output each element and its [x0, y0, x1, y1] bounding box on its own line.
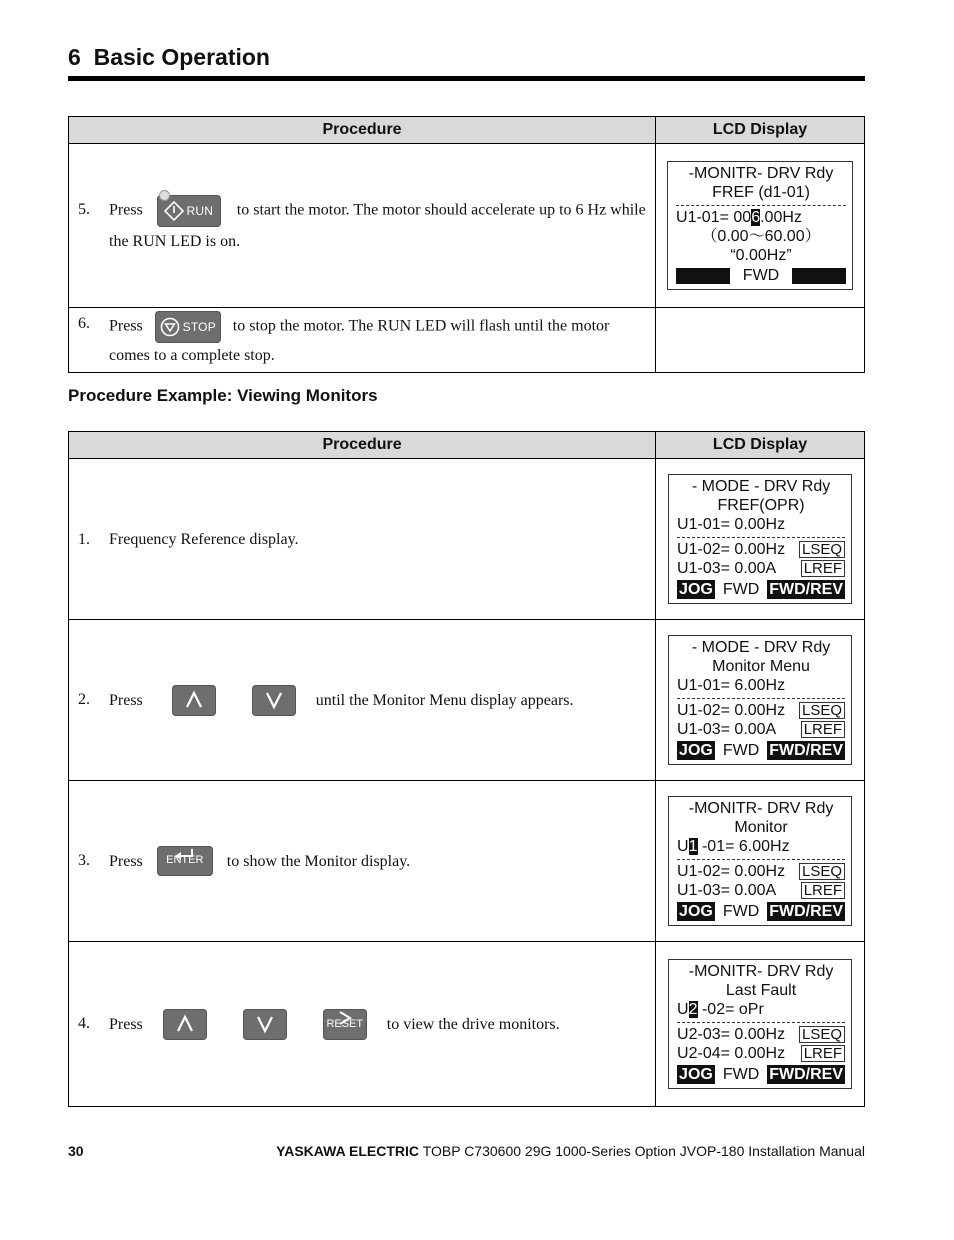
down-arrow-icon — [255, 1014, 275, 1034]
lcd-value: U1-03= 0.00A — [677, 560, 777, 577]
step-text: to view the drive monitors. — [386, 1015, 560, 1033]
reset-key — [323, 1009, 367, 1040]
lcd-lref-box: LREF — [801, 1045, 845, 1062]
lcd-line: - MODE - DRV Rdy — [691, 478, 831, 495]
lcd-value-suffix: .00Hz — [760, 209, 802, 226]
lcd-fwd: FWD — [742, 267, 780, 284]
lcd-lseq-box: LSEQ — [799, 863, 845, 880]
step-text: until the Monitor Menu display appears. — [315, 691, 574, 709]
lcd-jog: JOG — [679, 1066, 713, 1083]
step-number: 4. — [78, 1014, 90, 1032]
lcd-lseq-box: LSEQ — [799, 1026, 845, 1043]
lcd-divider — [677, 1022, 845, 1023]
lcd-jog: JOG — [679, 742, 713, 759]
step-text-continued: comes to a complete stop. — [109, 347, 275, 364]
lcd-row — [677, 862, 845, 881]
enter-key-label: ENTER — [166, 854, 204, 866]
section-subheading: Procedure Example: Viewing Monitors — [68, 386, 378, 405]
chapter-heading — [68, 44, 270, 71]
reset-key-label: RESET — [326, 1017, 364, 1030]
footer-title — [276, 1143, 865, 1159]
run-led-icon — [159, 190, 170, 201]
step-3 — [69, 846, 655, 876]
lcd-lseq-box: LSEQ — [799, 702, 845, 719]
lcd-row — [677, 701, 845, 720]
step-1 — [69, 525, 655, 554]
lcd-value: U1-02= 0.00Hz — [677, 541, 786, 558]
lcd-black-bar — [792, 268, 846, 284]
table-row — [69, 308, 865, 373]
lcd-cursor: 1 — [688, 838, 698, 855]
table-row — [69, 781, 865, 942]
press-label: Press — [109, 317, 143, 335]
lcd-value-suffix: -01= 6.00Hz — [697, 838, 790, 855]
lcd-cursor: 6 — [751, 209, 761, 226]
lcd-lseq-box: LSEQ — [799, 541, 845, 558]
chapter-title: Basic Operation — [93, 44, 270, 70]
lcd-value: U1-02= 0.00Hz — [677, 863, 786, 880]
lcd-line: “0.00Hz” — [730, 247, 792, 264]
enter-key — [157, 846, 213, 876]
lcd-jog: JOG — [679, 903, 713, 920]
lcd-divider — [676, 205, 846, 206]
lcd-divider — [677, 537, 845, 538]
lcd-line: U1-01= 0.00Hz — [677, 516, 786, 533]
step-number: 2. — [78, 690, 90, 708]
table-row — [69, 620, 865, 781]
lcd-status-row — [677, 580, 845, 599]
step-text: to show the Monitor display. — [226, 852, 411, 870]
lcd-line: Monitor Menu — [712, 658, 810, 675]
lcd-fwd-rev: FWD/REV — [769, 742, 844, 759]
procedure-table-1 — [68, 116, 865, 373]
down-arrow-icon — [264, 690, 284, 710]
lcd-value-suffix: -02= oPr — [697, 1001, 764, 1018]
lcd-line: -MONITR- DRV Rdy — [688, 165, 834, 182]
lcd-fwd-rev: FWD/REV — [769, 903, 844, 920]
step-6 — [69, 311, 655, 369]
lcd-display — [668, 959, 852, 1089]
lcd-status-row — [677, 1065, 845, 1084]
step-number: 5. — [78, 201, 90, 218]
procedure-header: Procedure — [69, 432, 656, 459]
lcd-line: -MONITR- DRV Rdy — [688, 800, 834, 817]
up-arrow-icon — [184, 690, 204, 710]
lcd-line: （0.00～60.00） — [701, 228, 821, 245]
lcd-value-prefix: U — [677, 838, 689, 855]
lcd-line: FREF (d1-01) — [712, 184, 810, 201]
lcd-line: - MODE - DRV Rdy — [691, 639, 831, 656]
footer-brand: YASKAWA ELECTRIC — [276, 1143, 420, 1159]
lcd-row — [677, 540, 845, 559]
procedure-table-2 — [68, 431, 865, 1107]
up-arrow-key — [163, 1009, 207, 1040]
table-row — [69, 942, 865, 1107]
lcd-value: U1-02= 0.00Hz — [677, 702, 786, 719]
lcd-line: U1-01= 6.00Hz — [677, 677, 786, 694]
lcd-fwd: FWD — [722, 1066, 760, 1083]
chapter-number: 6 — [68, 44, 81, 70]
table-row — [69, 459, 865, 620]
run-key-label: RUN — [186, 203, 214, 218]
lcd-cursor: 2 — [688, 1001, 698, 1018]
lcd-row — [677, 559, 845, 578]
up-arrow-icon — [175, 1014, 195, 1034]
stop-circle-icon — [160, 317, 180, 337]
lcd-value: U1-03= 0.00A — [677, 882, 777, 899]
lcd-value-prefix: U1-01= 00 — [676, 209, 752, 226]
press-label: Press — [109, 852, 143, 870]
step-number: 3. — [78, 852, 90, 869]
stop-key-label: STOP — [182, 320, 216, 334]
lcd-value-line — [676, 208, 846, 227]
press-label: Press — [109, 1015, 143, 1033]
lcd-lref-box: LREF — [801, 560, 845, 577]
step-4 — [69, 1009, 655, 1040]
step-text: to start the motor. The motor should accelerate up to 6 Hz while — [236, 201, 646, 219]
lcd-display — [667, 161, 853, 290]
step-number: 6. — [78, 315, 90, 332]
step-text: Frequency Reference display. — [109, 530, 299, 548]
lcd-value-line — [677, 837, 845, 856]
lcd-header: LCD Display — [656, 117, 865, 144]
step-2 — [69, 685, 655, 716]
lcd-row — [677, 1044, 845, 1063]
lcd-line: Last Fault — [725, 982, 797, 999]
run-diamond-icon — [164, 201, 184, 221]
lcd-divider — [677, 859, 845, 860]
lcd-line: Monitor — [734, 819, 788, 836]
table-row — [69, 144, 865, 308]
lcd-fwd: FWD — [722, 581, 760, 598]
lcd-display — [668, 474, 852, 604]
procedure-header: Procedure — [69, 117, 656, 144]
lcd-header: LCD Display — [656, 432, 865, 459]
down-arrow-key — [243, 1009, 287, 1040]
step-5 — [69, 195, 655, 256]
lcd-lref-box: LREF — [801, 882, 845, 899]
lcd-display — [668, 635, 852, 765]
lcd-black-bar — [676, 268, 730, 284]
lcd-value: U2-04= 0.00Hz — [677, 1045, 786, 1062]
press-label: Press — [109, 201, 143, 219]
lcd-status-row — [677, 902, 845, 921]
page-number: 30 — [68, 1143, 84, 1159]
lcd-lref-box: LREF — [801, 721, 845, 738]
press-label: Press — [109, 691, 143, 709]
up-arrow-key — [172, 685, 216, 716]
lcd-jog: JOG — [679, 581, 713, 598]
lcd-value-line — [677, 1000, 845, 1019]
lcd-fwd: FWD — [722, 903, 760, 920]
lcd-fwd-rev: FWD/REV — [769, 1066, 844, 1083]
lcd-status-row — [676, 266, 846, 285]
lcd-display — [668, 796, 852, 926]
down-arrow-key — [252, 685, 296, 716]
lcd-row — [677, 881, 845, 900]
lcd-row — [677, 720, 845, 739]
lcd-line: -MONITR- DRV Rdy — [688, 963, 834, 980]
lcd-value-prefix: U — [677, 1001, 689, 1018]
lcd-line: FREF(OPR) — [717, 497, 805, 514]
run-key — [157, 195, 221, 227]
lcd-value: U2-03= 0.00Hz — [677, 1026, 786, 1043]
step-number: 1. — [78, 530, 90, 548]
lcd-value: U1-03= 0.00A — [677, 721, 777, 738]
lcd-row — [677, 1025, 845, 1044]
heading-rule — [68, 76, 865, 81]
lcd-fwd: FWD — [722, 742, 760, 759]
lcd-status-row — [677, 741, 845, 760]
footer-doc: TOBP C730600 29G 1000-Series Option JVOP-180 Installation Manual — [422, 1143, 865, 1159]
step-text-continued: the RUN LED is on. — [109, 233, 241, 250]
stop-key — [155, 311, 221, 343]
step-text: to stop the motor. The RUN LED will flash until the motor — [232, 317, 610, 335]
lcd-fwd-rev: FWD/REV — [769, 581, 844, 598]
lcd-divider — [677, 698, 845, 699]
